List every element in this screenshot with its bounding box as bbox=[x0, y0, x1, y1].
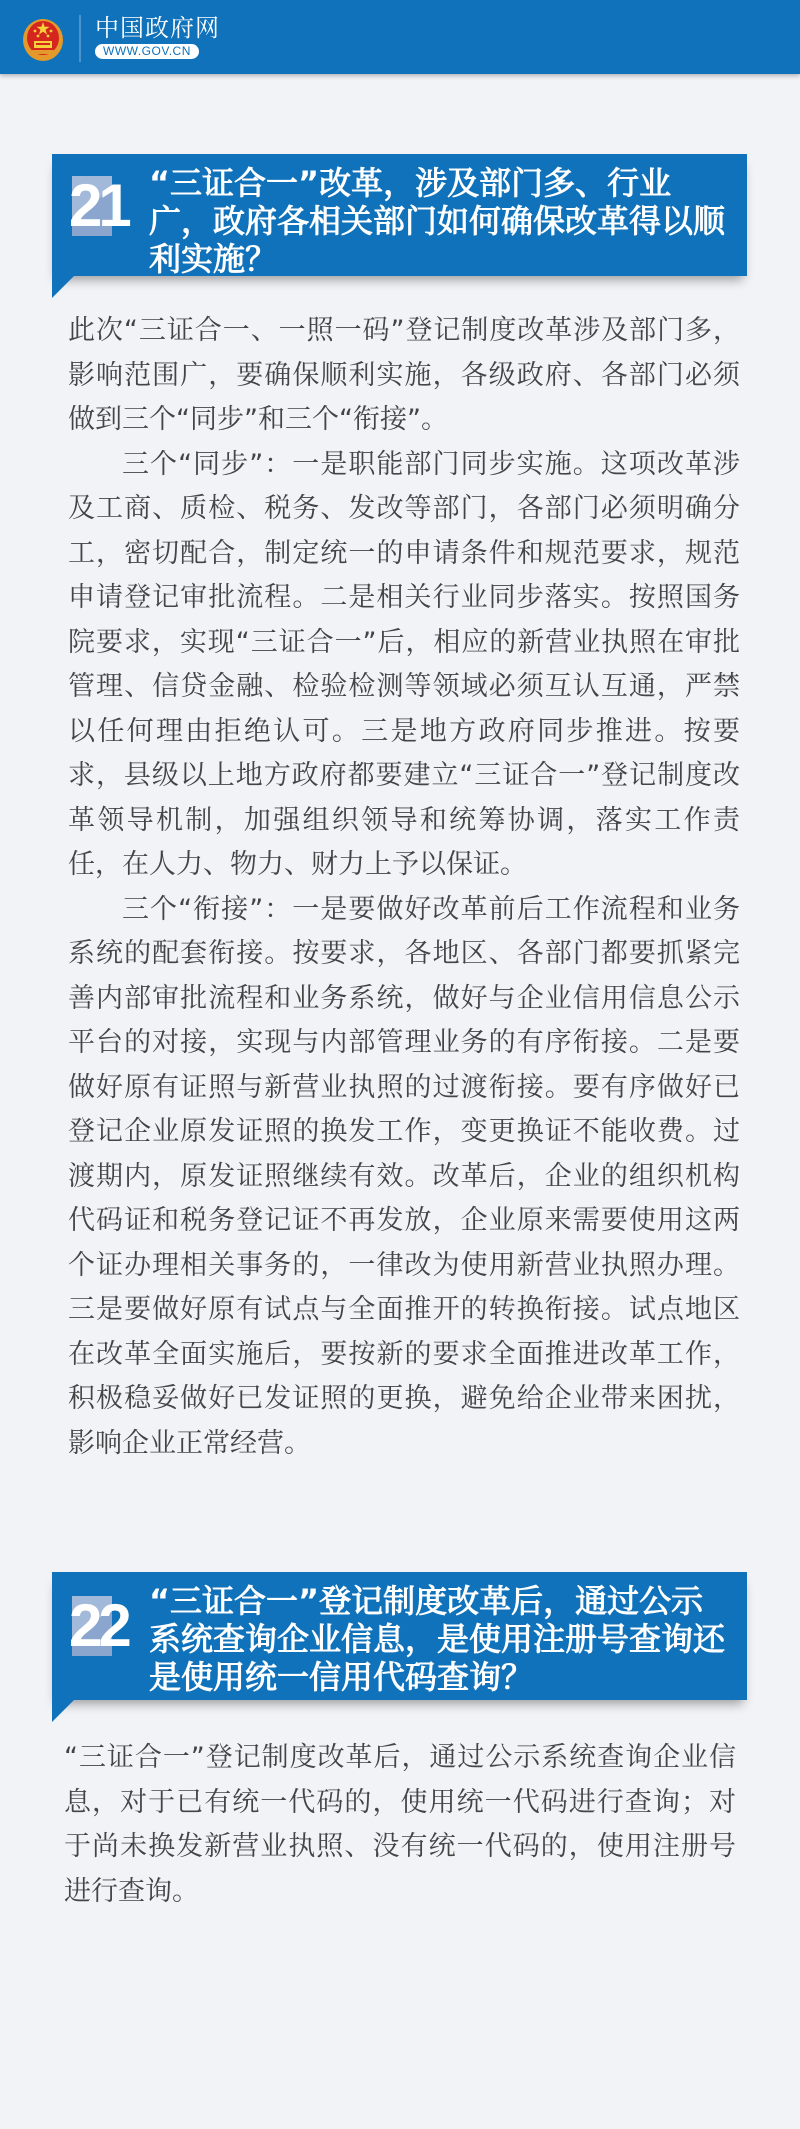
banner-fold bbox=[52, 1700, 74, 1722]
header-divider bbox=[79, 15, 81, 62]
answer-21 bbox=[68, 309, 740, 1466]
banner-fold bbox=[52, 276, 74, 298]
paragraph: 此次“三证合一、一照一码”登记制度改革涉及部门多，影响范围广，要确保顺利实施，各级政府、各部门必须做到三个“同步”和三个“衔接”。 bbox=[68, 315, 740, 435]
question-title: “三证合一”改革，涉及部门多、行业广，政府各相关部门如何确保改革得以顺利实施？ bbox=[149, 164, 726, 278]
question-title: “三证合一”登记制度改革后，通过公示系统查询企业信息，是使用注册号查询还是使用统一信用代码查询？ bbox=[149, 1582, 726, 1696]
site-name[interactable]: 中国政府网 bbox=[95, 14, 220, 42]
question-banner bbox=[52, 1572, 747, 1700]
paragraph: 三个“同步”：一是职能部门同步实施。这项改革涉及工商、质检、税务、发改等部门，各部门必须明确分工，密切配合，制定统一的申请条件和规范要求，规范申请登记审批流程。二是相关行业同步落实。按照国务院要求，实现“三证合一”后，相应的新营业执照在审批管理、信贷金融、检验检测等领域必须互认互通，严禁以任何理由拒绝认可。三是地方政府同步推进。按要求，县级以上地方政府都要建立“三证合一”登记制度改革领导机制，加强组织领导和统筹协调，落实工作责任，在人力、物力、财力上予以保证。 bbox=[68, 448, 740, 880]
site-url-badge[interactable]: WWW.GOV.CN bbox=[95, 44, 199, 59]
site-header bbox=[0, 0, 800, 74]
national-emblem-icon[interactable] bbox=[21, 14, 65, 62]
answer-22 bbox=[64, 1736, 736, 2024]
question-number: 21 bbox=[69, 172, 128, 239]
question-21 bbox=[52, 154, 747, 276]
paragraph: “三证合一”登记制度改革后，通过公示系统查询企业信息，对于已有统一代码的，使用统一代码进行查询；对于尚未换发新营业执照、没有统一代码的，使用注册号进行查询。 bbox=[64, 1742, 736, 1907]
question-banner bbox=[52, 154, 747, 276]
article-content bbox=[0, 154, 800, 2024]
question-22 bbox=[52, 1572, 747, 1700]
question-number: 22 bbox=[69, 1592, 128, 1659]
paragraph: 三个“衔接”：一是要做好改革前后工作流程和业务系统的配套衔接。按要求，各地区、各部门都要抓紧完善内部审批流程和业务系统，做好与企业信用信息公示平台的对接，实现与内部管理业务的有序衔接。二是要做好原有证照与新营业执照的过渡衔接。要有序做好已登记企业原发证照的换发工作，变更换证不能收费。过渡期内，原发证照继续有效。改革后，企业的组织机构代码证和税务登记证不再发放，企业原来需要使用这两个证办理相关事务的，一律改为使用新营业执照办理。三是要做好原有试点与全面推开的转换衔接。试点地区在改革全面实施后，要按新的要求全面推进改革工作，积极稳妥做好已发证照的更换，避免给企业带来困扰，影响企业正常经营。 bbox=[68, 893, 740, 1459]
